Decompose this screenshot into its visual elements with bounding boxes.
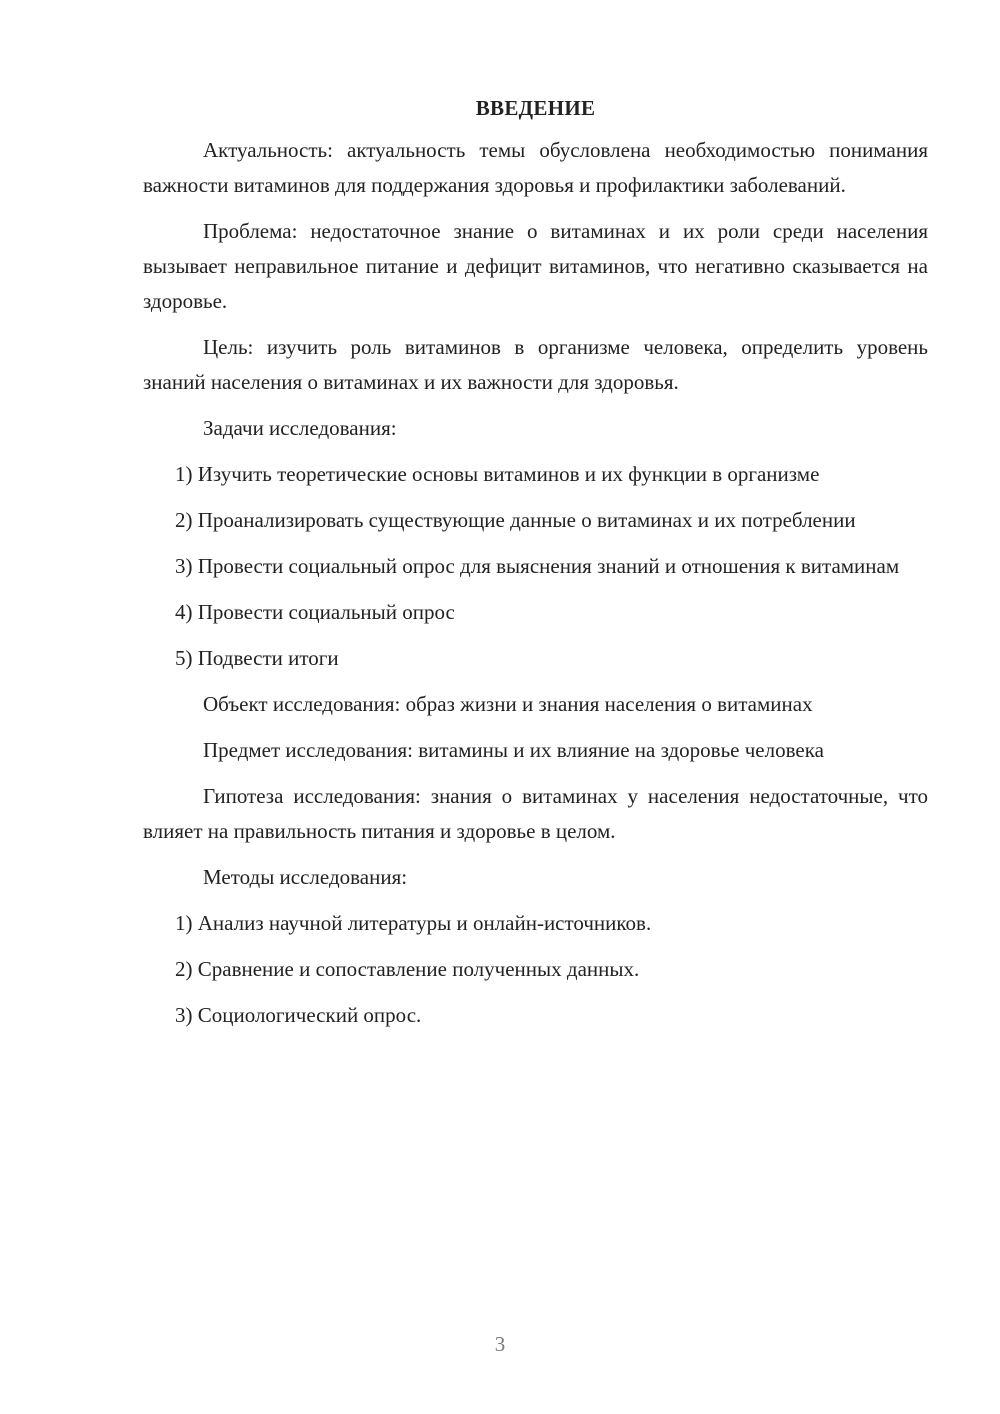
relevance-paragraph: Актуальность: актуальность темы обусловлена необходимостью понимания важности витаминов для поддержания здоровья и профилактики заболеваний. [143,138,928,197]
hypothesis-paragraph: Гипотеза исследования: знания о витаминах у населения недостаточные, что влияет на правильность питания и здоровье в целом. [143,784,928,843]
document-page [143,96,928,1044]
methods-heading: Методы исследования: [203,865,408,889]
task-item: 1) Изучить теоретические основы витаминов и их функции в организме [175,462,820,486]
task-item: 3) Провести социальный опрос для выяснения знаний и отношения к витаминам [175,554,900,578]
section-title: ВВЕДЕНИЕ [475,96,596,120]
object-paragraph: Объект исследования: образ жизни и знания населения о витаминах [203,692,813,716]
subject-paragraph: Предмет исследования: витамины и их влияние на здоровье человека [203,738,824,762]
method-item: 2) Сравнение и сопоставление полученных данных. [175,957,640,981]
task-item: 5) Подвести итоги [175,646,339,670]
tasks-heading: Задачи исследования: [203,416,397,440]
task-item: 4) Провести социальный опрос [175,600,455,624]
task-item: 2) Проанализировать существующие данные о витаминах и их потреблении [175,508,856,532]
problem-paragraph: Проблема: недостаточное знание о витаминах и их роли среди населения вызывает неправильное питание и дефицит витаминов, что негативно сказывается на здоровье. [143,219,928,313]
goal-paragraph: Цель: изучить роль витаминов в организме человека, определить уровень знаний населения о витаминах и их важности для здоровья. [143,335,928,394]
method-item: 1) Анализ научной литературы и онлайн-источников. [175,911,652,935]
method-item: 3) Социологический опрос. [175,1003,422,1027]
page-number: 3 [494,1332,506,1356]
